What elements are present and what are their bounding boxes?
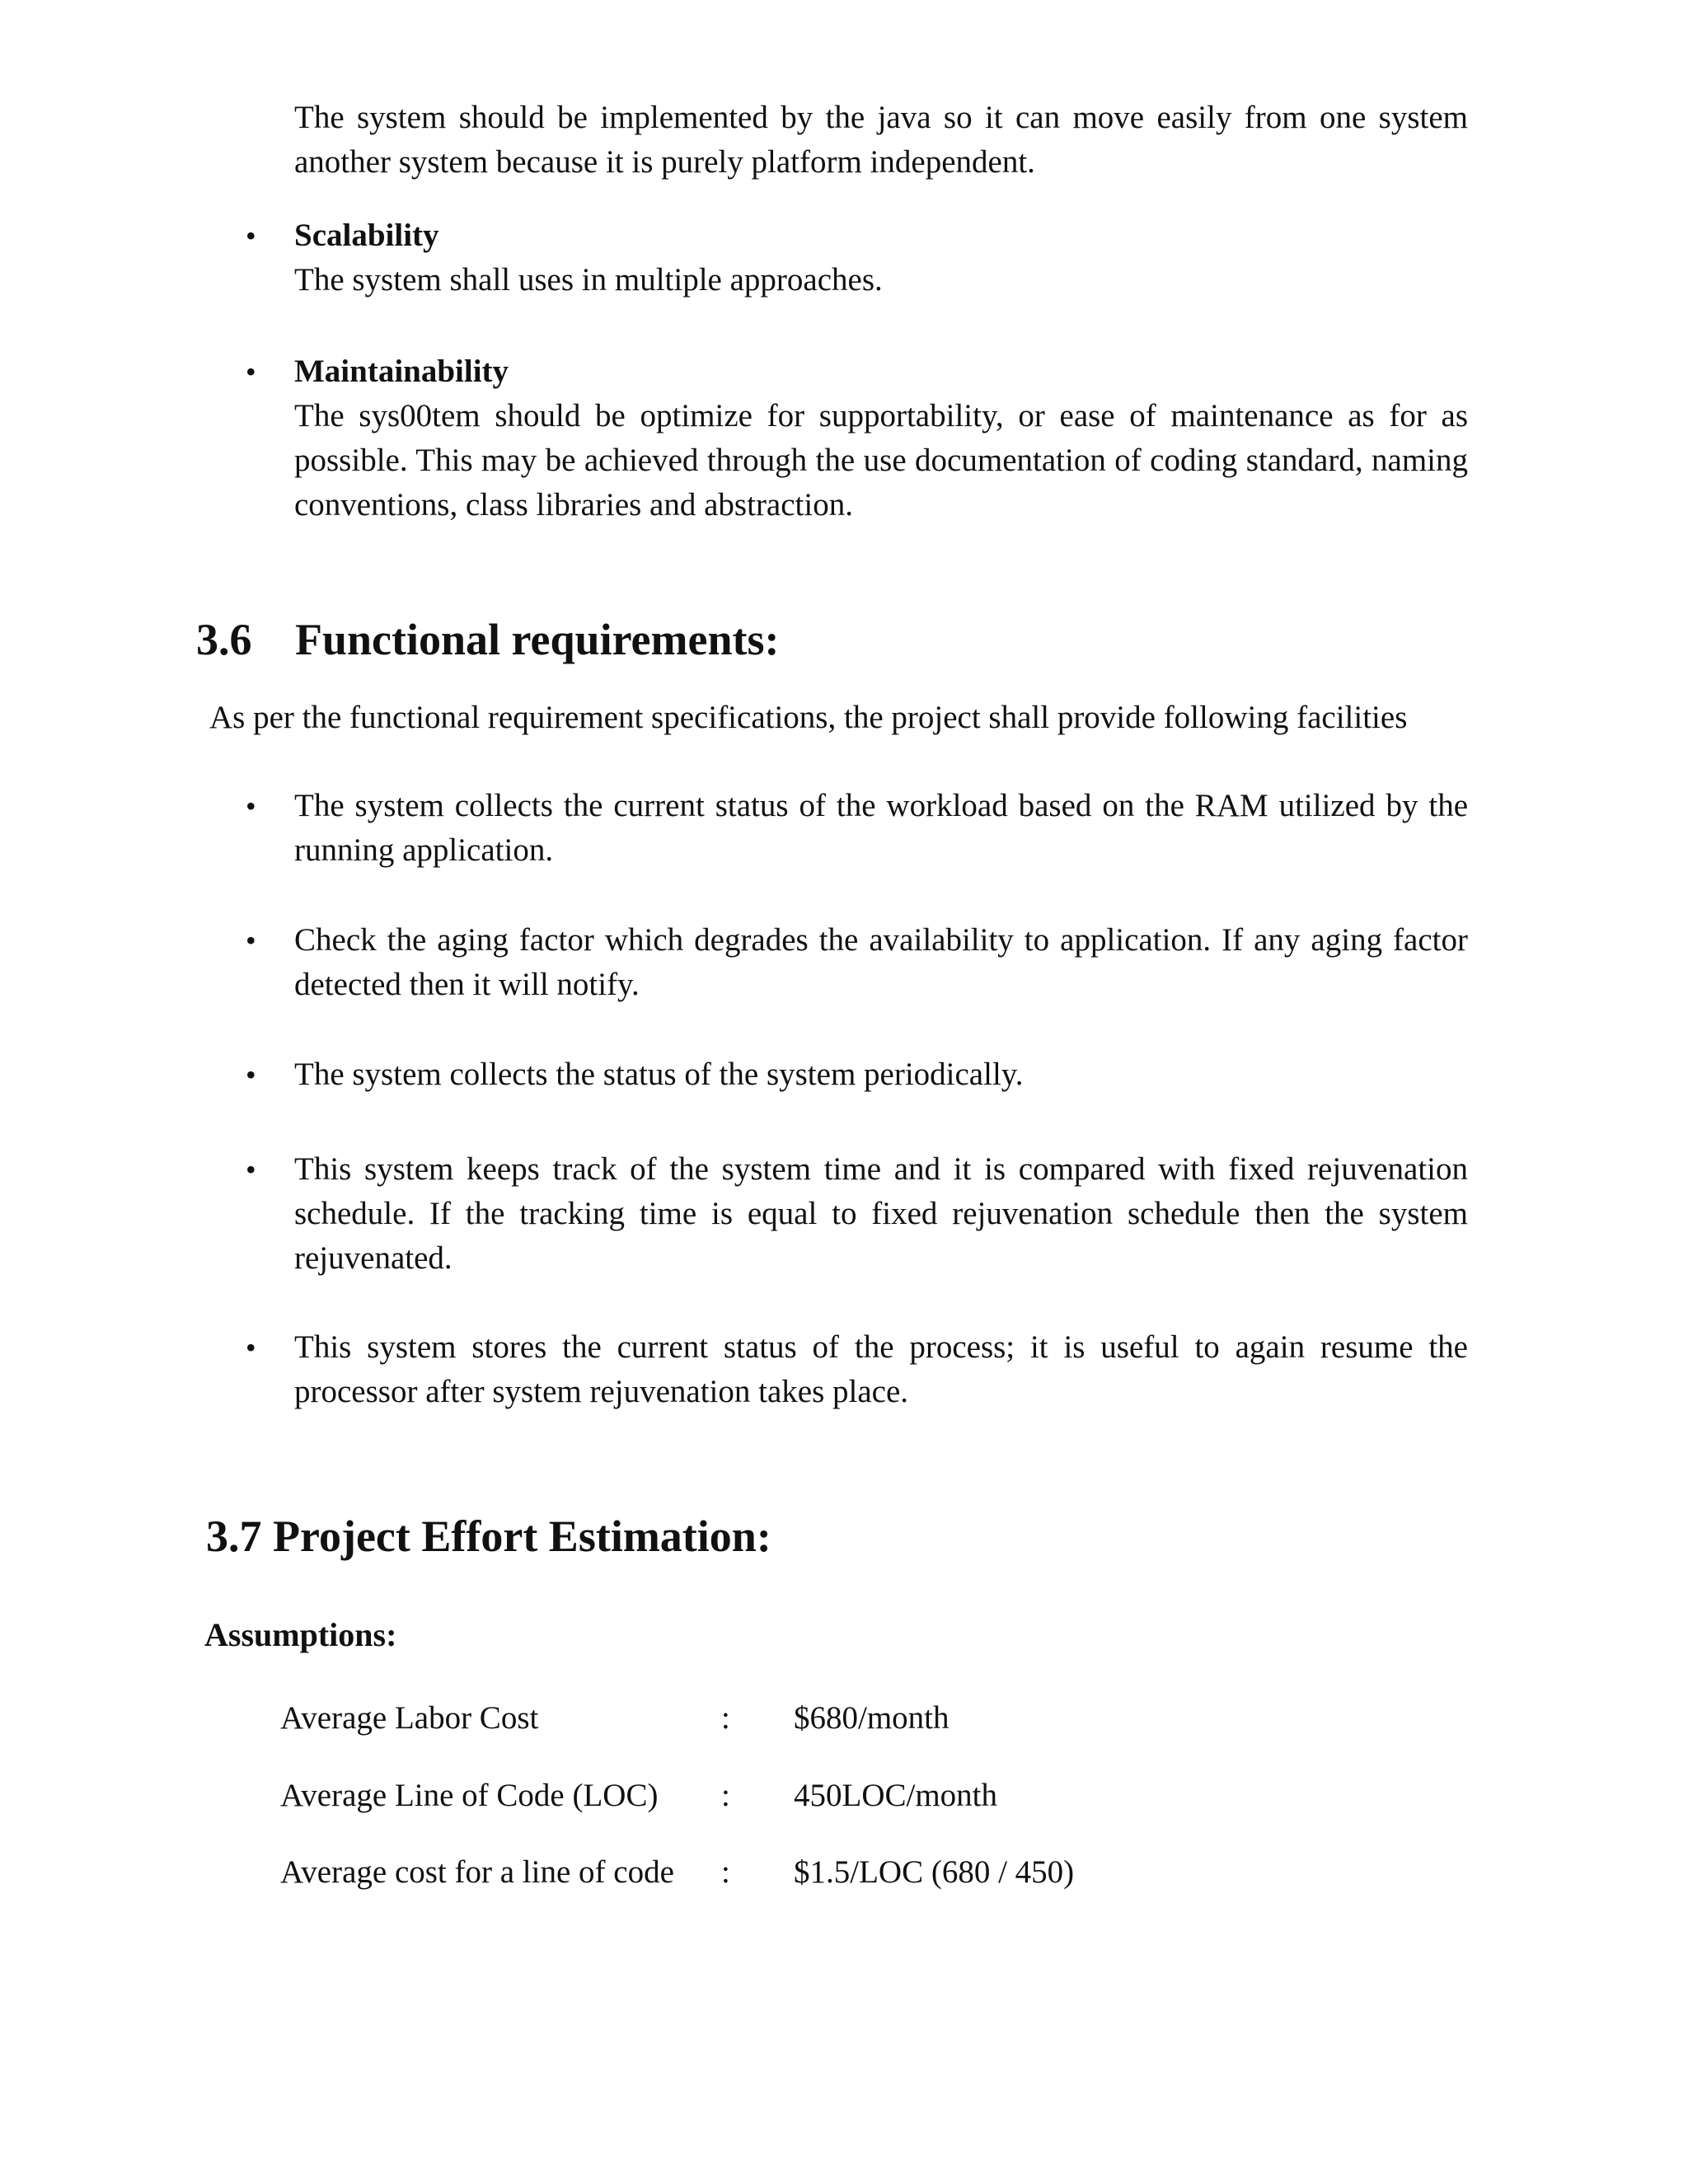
requirement-item: The system collects the current status of the workload based on the RAM utilized by the running application.	[294, 788, 1468, 868]
functional-intro: As per the functional requirement specifications, the project shall provide following facilities	[209, 700, 1408, 735]
bullet-icon: •	[246, 790, 256, 823]
assumption-label: Average Line of Code (LOC)	[280, 1778, 659, 1813]
assumption-label: Average cost for a line of code	[280, 1854, 674, 1890]
section-heading-3-7: 3.7 Project Effort Estimation:	[206, 1511, 771, 1561]
scalability-title: Scalability	[294, 218, 439, 253]
requirement-item: Check the aging factor which degrades the availability to application. If any aging factor detected then it will notify.	[294, 922, 1468, 1002]
bullet-icon: •	[246, 1153, 256, 1186]
assumption-label: Average Labor Cost	[280, 1700, 539, 1736]
bullet-icon: •	[246, 924, 256, 957]
scalability-text: The system shall uses in multiple approaches.	[294, 262, 883, 298]
assumption-value: $1.5/LOC (680 / 450)	[794, 1854, 1075, 1890]
requirement-item: The system collects the status of the system periodically.	[294, 1057, 1024, 1092]
bullet-icon: •	[246, 355, 256, 388]
assumption-value: 450LOC/month	[794, 1778, 998, 1813]
section-heading-3-6	[196, 613, 780, 666]
section-title: Functional requirements:	[295, 615, 780, 664]
assumption-separator: :	[721, 1778, 730, 1813]
assumption-separator: :	[721, 1700, 730, 1736]
bullet-icon: •	[246, 219, 256, 252]
intro-paragraph: The system should be implemented by the java so it can move easily from one system another system because it is purely platform independent.	[294, 100, 1468, 180]
section-number: 3.6	[196, 615, 252, 664]
requirement-item: This system keeps track of the system time and it is compared with fixed rejuvenation schedule. If the tracking time is equal to fixed rejuvenation schedule then the system rejuvenated.	[294, 1151, 1468, 1276]
bullet-icon: •	[246, 1331, 256, 1364]
assumption-value: $680/month	[794, 1700, 950, 1736]
maintainability-text: The sys00tem should be optimize for supportability, or ease of maintenance as for as possible. This may be achieved through the use documentation of coding standard, naming conventions, class libraries and abstraction.	[294, 398, 1468, 523]
assumptions-label: Assumptions:	[204, 1616, 397, 1653]
assumption-separator: :	[721, 1854, 730, 1890]
requirement-item: This system stores the current status of the process; it is useful to again resume the processor after system rejuvenation takes place.	[294, 1329, 1468, 1409]
bullet-icon: •	[246, 1058, 256, 1091]
maintainability-title: Maintainability	[294, 354, 509, 389]
